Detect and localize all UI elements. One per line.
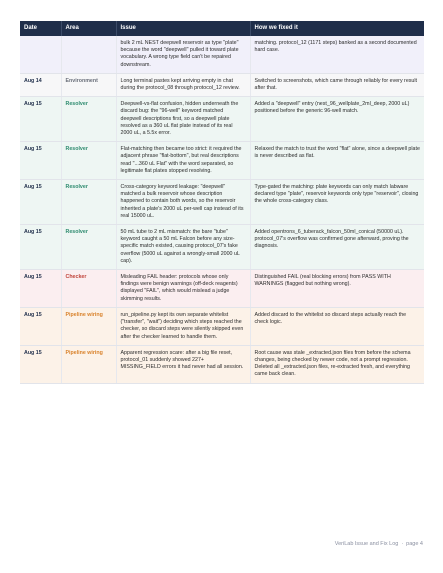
row-date — [20, 36, 61, 73]
row-date: Aug 14 — [20, 73, 61, 96]
row-date: Aug 15 — [20, 97, 61, 142]
header-date: Date — [20, 21, 61, 36]
issue-fix-table — [20, 21, 424, 384]
row-date: Aug 15 — [20, 307, 61, 345]
header-area: Area — [61, 21, 116, 36]
row-date: Aug 15 — [20, 345, 61, 383]
row-issue: Long terminal pastes kept arriving empty in chat during the protocol_08 through protocol_12 review. — [116, 73, 250, 96]
row-area: Resolver — [61, 225, 116, 270]
table-row — [20, 97, 424, 142]
table-row — [20, 307, 424, 345]
row-fix: Added a "deepwell" entry (nest_96_wellplate_2ml_deep, 2000 uL) positioned before the generic 96-well match. — [250, 97, 424, 142]
row-issue: 50 mL tube to 2 mL mismatch: the bare "tube" keyword caught a 50 mL Falcon before any size-specific match existed, causing protocol_07's fake overflow (5000 uL against a wrongly-small 2000 uL cap). — [116, 225, 250, 270]
row-date: Aug 15 — [20, 270, 61, 308]
row-fix: Added opentrons_6_tuberack_falcon_50ml_conical (50000 uL). protocol_07's overflow was confirmed gone afterward, proving the diagnosis. — [250, 225, 424, 270]
log-page — [20, 21, 424, 384]
row-issue: Deepwell-vs-flat confusion, hidden underneath the discard bug: the "96-well" keyword matched deepwell descriptions first, so a deepwell plate resolved as a 360 uL flat plate instead of its real 2000 uL, a 5.5x error. — [116, 97, 250, 142]
row-area: Resolver — [61, 180, 116, 225]
table-row — [20, 270, 424, 308]
page-footer — [335, 541, 423, 547]
table-row — [20, 180, 424, 225]
row-fix: Added discard to the whitelist so discard steps actually reach the check logic. — [250, 307, 424, 345]
row-fix: Distinguished FAIL (real blocking errors) from PASS WITH WARNINGS (flagged but nothing wrong). — [250, 270, 424, 308]
table-row — [20, 345, 424, 383]
row-issue: Apparent regression scare: after a big file reset, protocol_01 suddenly showed 227+ MISSING_FIELD errors it had never had all session. — [116, 345, 250, 383]
table-row — [20, 225, 424, 270]
row-issue: run_pipeline.py kept its own separate whitelist ("transfer", "wait") deciding which steps reached the checker, so discard steps were silently skipped even after the checker learned to handle them. — [116, 307, 250, 345]
row-date: Aug 15 — [20, 225, 61, 270]
row-fix: Root cause was stale _extracted.json files from before the schema changes, being checked by newer code, not a prompt regression. Deleted all _extracted.json files, re-extracted fresh, and everything came back clean. — [250, 345, 424, 383]
row-area: Checker — [61, 270, 116, 308]
footer-page-number: page 4 — [406, 541, 423, 547]
row-area — [61, 36, 116, 73]
header-issue: Issue — [116, 21, 250, 36]
row-issue: Flat-matching then became too strict: it required the adjacent phrase "flat-bottom", but real descriptions read "...360 uL Flat" with the word separated, so legitimate flat plates stopped resolving. — [116, 142, 250, 180]
footer-separator: · — [401, 541, 404, 547]
footer-doc-title: VeriLab Issue and Fix Log — [334, 541, 399, 547]
table-header-row — [20, 21, 424, 36]
row-fix: Type-gated the matching: plate keywords can only match labware declared type "plate", reservoir keywords only type "reservoir", closing the whole cross-category class. — [250, 180, 424, 225]
row-area: Pipeline wiring — [61, 345, 116, 383]
header-fix: How we fixed it — [250, 21, 424, 36]
table-row — [20, 36, 424, 73]
table-row — [20, 73, 424, 96]
row-area: Environment — [61, 73, 116, 96]
row-area: Resolver — [61, 142, 116, 180]
row-area: Pipeline wiring — [61, 307, 116, 345]
row-issue: Misleading FAIL header: protocols whose only findings were benign warnings (off-deck reagents) displayed "FAIL", which would mislead a judge skimming results. — [116, 270, 250, 308]
row-date: Aug 15 — [20, 142, 61, 180]
table-row — [20, 142, 424, 180]
row-issue: bulk 2 mL NEST deepwell reservoir as type "plate" because the word "deepwell" pulled it toward plate vocabulary. A wrong type field can't be repaired downstream. — [116, 36, 250, 73]
row-fix: matching. protocol_12 (1171 steps) banked as a second documented hard case. — [250, 36, 424, 73]
row-fix: Relaxed the match to trust the word "flat" alone, since a deepwell plate is never described as flat. — [250, 142, 424, 180]
row-issue: Cross-category keyword leakage: "deepwell" matched a bulk reservoir whose description happened to contain both words, so the reservoir inherited a plate's 2000 uL per-well cap instead of its real 15000 uL. — [116, 180, 250, 225]
row-area: Resolver — [61, 97, 116, 142]
row-fix: Switched to screenshots, which came through reliably for every result after that. — [250, 73, 424, 96]
row-date: Aug 15 — [20, 180, 61, 225]
